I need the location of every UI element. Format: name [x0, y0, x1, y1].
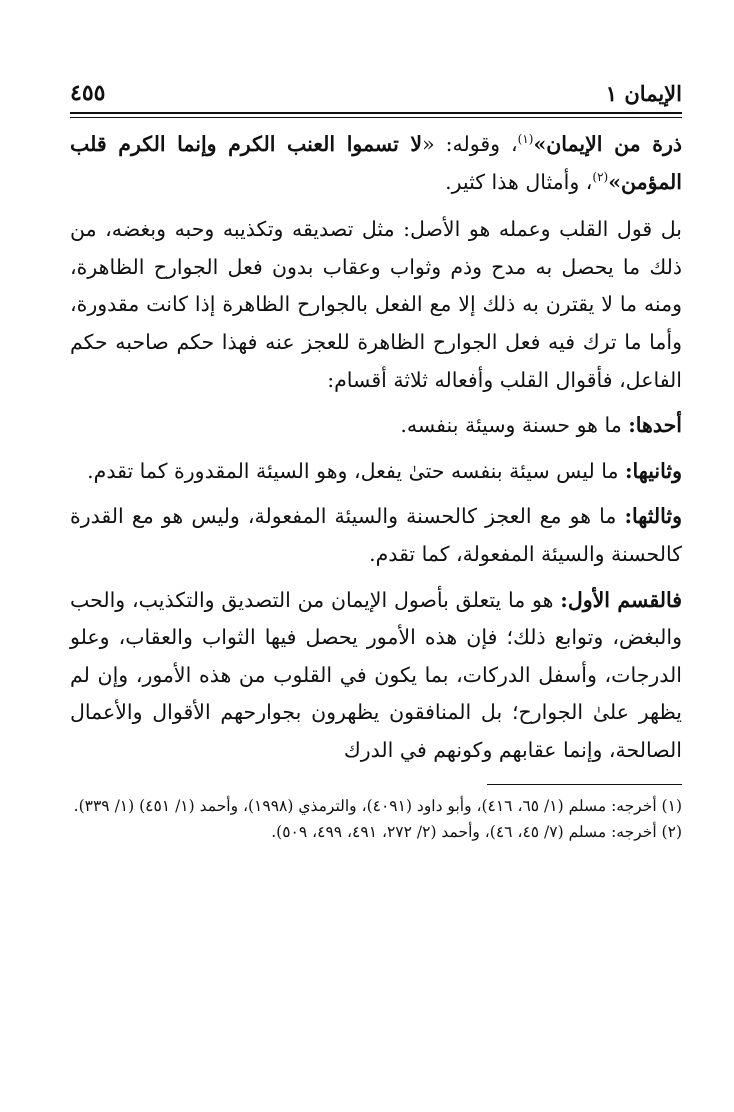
paragraph-6-text: هو ما يتعلق بأصول الإيمان من التصديق والتكذيب، والحب والبغض، وتوابع ذلك؛ فإن هذه الأمور يحصل فيها الثواب والعقاب، وعلو الدرجات، وأسفل الدركات، بما يكون في القلوب من هذه الأمور، وإن لم يظهر علىٰ الجوارح؛ بل المنافقون يظهرون بجوارحهم الأقوال والأعمال الصالحة، وإنما عقابهم وكونهم في الدرك — [70, 587, 682, 762]
body-text — [70, 126, 682, 770]
paragraph-1-mid: ، وقوله: « — [422, 132, 518, 156]
paragraph-4-lead: وثانيها: — [624, 458, 682, 483]
paragraph-4 — [70, 453, 682, 491]
paragraph-4-text: ما ليس سيئة بنفسه حتىٰ يفعل، وهو السيئة المقدورة كما تقدم. — [87, 458, 625, 483]
paragraph-6 — [70, 582, 682, 770]
footnote-ref-1: (١) — [517, 132, 534, 147]
hadith-quote-1: ذرة من الإيمان» — [533, 132, 683, 156]
paragraph-1-tail: ، وأمثال هذا كثير. — [445, 169, 593, 194]
paragraph-3-text: ما هو حسنة وسيئة بنفسه. — [400, 413, 629, 438]
document-page — [70, 66, 682, 845]
paragraph-5-text: ما هو مع العجز كالحسنة والسيئة المفعولة، وليس هو مع القدرة كالحسنة والسيئة المفعولة، كما تقدم. — [70, 504, 682, 566]
footnote-1: (١) أخرجه: مسلم (١/ ٦٥، ٤١٦)، وأبو داود (٤٠٩١)، والترمذي (١٩٩٨)، وأحمد (١/ ٤٥١) (١/ ٣٣٩). — [73, 796, 682, 815]
footnote-ref-2: (٢) — [592, 169, 609, 184]
header-rule — [70, 112, 682, 118]
footnote-separator — [487, 784, 682, 785]
footnote-2: (٢) أخرجه: مسلم (٧/ ٤٥، ٤٦)، وأحمد (٢/ ٢٧٢، ٤٩١، ٤٩٩، ٥٠٩). — [271, 822, 682, 841]
paragraph-6-lead: فالقسم الأول: — [560, 587, 682, 612]
footnotes — [70, 793, 682, 845]
paragraph-3-lead: أحدها: — [628, 413, 682, 438]
page-header — [70, 66, 682, 106]
paragraph-2: بل قول القلب وعمله هو الأصل: مثل تصديقه وتكذيبه وحبه وبغضه، من ذلك ما يحصل به مدح وذم وثواب وعقاب بدون فعل الجوارح الظاهرة، ومنه ما لا يقترن به ذلك إلا مع الفعل بالجوارح الظاهرة إذا كانت مقدورة، وأما ما ترك فيه فعل الجوارح الظاهرة للعجز عنه فهذا حكم صاحبه حكم الفاعل، فأقوال القلب وأفعاله ثلاثة أقسام: — [70, 217, 682, 392]
hadith-quote-2: لا تسموا العنب الكرم وإنما الكرم قلب المؤمن» — [70, 132, 682, 194]
page-number: ٤٥٥ — [70, 80, 106, 106]
paragraph-5 — [70, 498, 682, 573]
paragraph-1 — [70, 126, 682, 201]
paragraph-5-lead: وثالثها: — [624, 504, 682, 529]
running-head: الإيمان ١ — [605, 81, 682, 106]
paragraph-3 — [70, 407, 682, 445]
